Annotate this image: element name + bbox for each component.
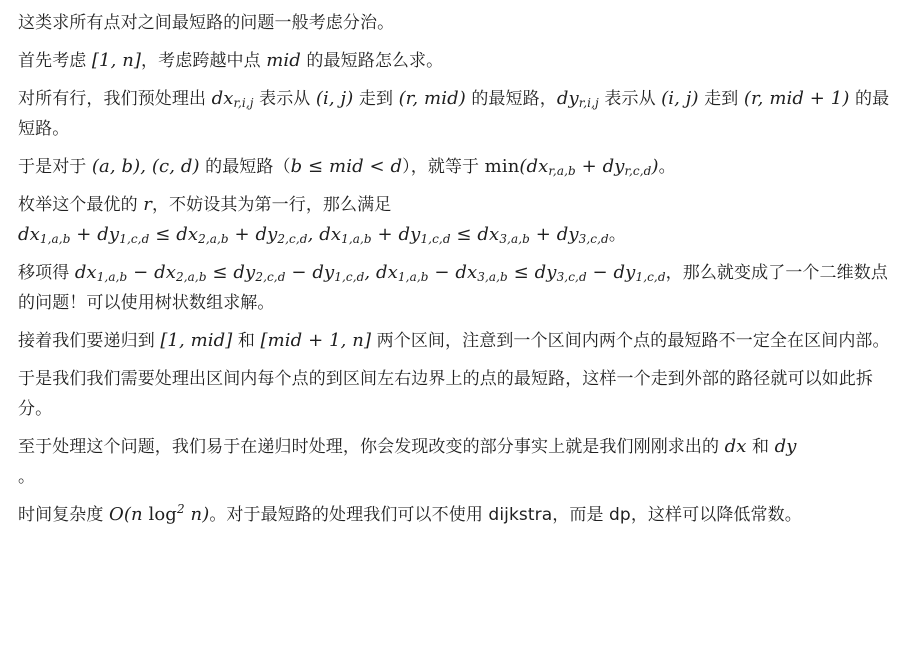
math-expression: (r, mid) <box>398 88 466 109</box>
math-expression: [1, n] <box>91 50 142 71</box>
paragraph <box>18 364 890 424</box>
math-expression: $dx_{1,a,b} + dy_{1,c,d} \le dx_{2,a,b} + dy_{2,c,d}$, $dx_{1,a,b} + dy_{1,c,d} \le dx_{3,a,b} + dy_{3,c,d}$ <box>18 224 609 246</box>
text-run: ，那么就变成了一个二维数点的问题！可以使用树状数组求解。 <box>18 263 888 313</box>
math-expression: (i, j) <box>315 88 354 109</box>
math-expression: r <box>143 194 152 215</box>
math-expression: (r, mid + 1) <box>743 88 850 109</box>
math-expression: (a, b), (c, d) <box>91 156 200 177</box>
text-run: 两个区间，注意到一个区间内两个点的最短路不一定全在区间内部。 <box>371 331 890 351</box>
text-run: 的最短路怎么求。 <box>300 51 444 71</box>
text-run: 和 <box>232 331 261 351</box>
text-run: ），就等于 <box>402 157 485 177</box>
text-run: 。 <box>608 225 626 245</box>
paragraph <box>18 152 890 182</box>
text-run: 于是对于 <box>18 157 92 177</box>
text-run: 的最短路。 <box>18 89 890 139</box>
text-run: 这类求所有点对之间最短路的问题一般考虑分治。 <box>18 13 395 33</box>
text-run: 和 <box>746 437 775 457</box>
math-expression: $dy_{r,i,j}$ <box>556 88 599 110</box>
paragraph <box>18 326 890 356</box>
math-expression: [1, mid] <box>160 330 233 351</box>
text-run: 表示从 <box>253 89 316 109</box>
math-expression: [mid + 1, n] <box>260 330 372 351</box>
paragraph <box>18 258 890 318</box>
text-run: 枚举这个最优的 <box>18 195 144 215</box>
math-expression: $\min(dx_{r,a,b} + dy_{r,c,d})$ <box>484 156 659 178</box>
text-run: 的最短路（ <box>199 157 291 177</box>
paragraph <box>18 8 890 38</box>
math-expression: (i, j) <box>661 88 699 109</box>
text-run: 对所有行，我们预处理出 <box>18 89 212 109</box>
math-expression: dx <box>724 436 747 457</box>
text-run: 的最短路， <box>465 89 557 109</box>
math-expression: b ≤ mid < d <box>290 156 403 177</box>
math-expression: $dx_{r,i,j}$ <box>211 88 254 110</box>
text-run: 首先考虑 <box>18 51 92 71</box>
math-expression: $dx_{1,a,b} - dx_{2,a,b} \le dy_{2,c,d} - dy_{1,c,d}$, $dx_{1,a,b} - dx_{3,a,b} \le dy_{3,c,d} - dy_{1,c,d}$ <box>74 262 666 284</box>
text-run: ，不妨设其为第一行，那么满足 <box>151 195 392 215</box>
text-run: 移项得 <box>18 263 75 283</box>
paragraph <box>18 500 890 530</box>
paragraph <box>18 190 890 250</box>
text-run: 接着我们要递归到 <box>18 331 161 351</box>
math-expression: mid <box>266 50 301 71</box>
text-run: ，考虑跨越中点 <box>141 51 267 71</box>
text-run: 于是我们我们需要处理出区间内每个点的到区间左右边界上的点的最短路，这样一个走到外部的路径就可以如此拆分。 <box>18 369 873 419</box>
text-run: 走到 <box>698 89 744 109</box>
paragraph <box>18 432 890 492</box>
text-run: 。对于最短路的处理我们可以不使用 dijkstra，而是 dp，这样可以降低常数。 <box>209 505 802 525</box>
text-run: 至于处理这个问题，我们易于在递归时处理，你会发现改变的部分事实上就是我们刚刚求出的 <box>18 437 725 457</box>
text-run: 。 <box>658 157 676 177</box>
paragraph <box>18 46 890 76</box>
text-run: 时间复杂度 <box>18 505 110 525</box>
math-expression: dy <box>774 436 797 457</box>
paragraph <box>18 84 890 144</box>
text-run: 。 <box>18 467 36 487</box>
math-expression: O(n $\log^2 n$) <box>109 502 210 525</box>
text-run: 走到 <box>353 89 399 109</box>
text-run: 表示从 <box>598 89 662 109</box>
